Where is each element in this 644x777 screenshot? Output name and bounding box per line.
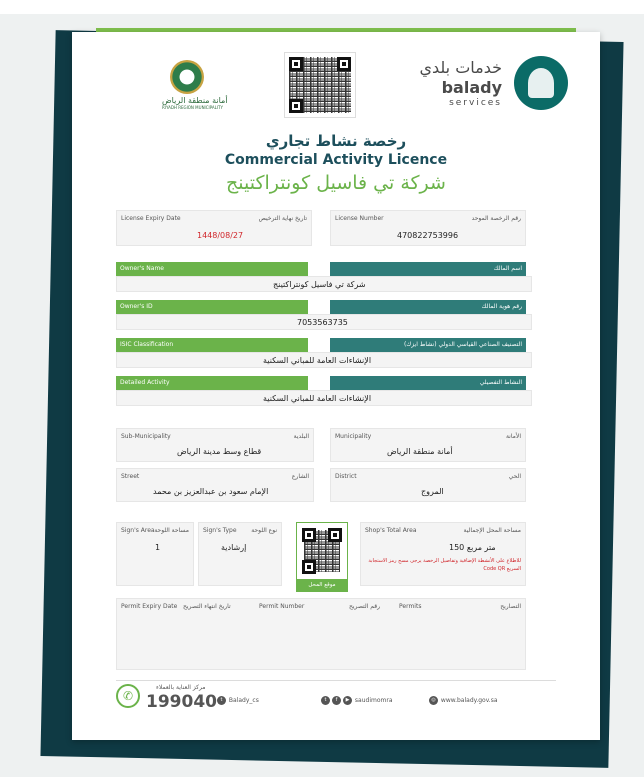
twitter-icon: t — [217, 696, 226, 705]
signs-type-value: إرشادية — [221, 543, 247, 552]
permits-col-number-ar: رقم التصريح — [349, 603, 381, 610]
permits-col-expiry-ar: تاريخ انتهاء التصريح — [183, 603, 231, 610]
municipality-crest-icon — [170, 60, 204, 94]
owner-name-banner-en: Owner's Name — [116, 262, 308, 276]
owner-name-field — [116, 276, 532, 292]
license-number-label-en: License Number — [335, 215, 384, 222]
sub-municipality-box: Sub-Municipality البلدية قطاع وسط مدينة الرياض — [116, 428, 314, 462]
twitter-handle: Balady_cs — [228, 697, 259, 704]
district-value: المروج — [421, 487, 444, 496]
twitter-icon: t — [321, 696, 330, 705]
municipality-name-en: RIYADH REGION MUNICIPALITY — [162, 105, 223, 110]
footer-website[interactable] — [428, 696, 498, 705]
isic-banner-en: ISIC Classification — [116, 338, 308, 352]
isic-field — [116, 352, 532, 368]
owner-id-banner-ar: رقم هوية المالك — [330, 300, 526, 314]
company-name: شركة تي فاسيل كونتراكتينج — [226, 172, 446, 194]
shop-total-area-value: 150 متر مربع — [449, 543, 496, 552]
detailed-activity-value: الإنشاءات العامة للمباني السكنية — [263, 394, 372, 403]
permits-col-permits-ar: التصاريح — [500, 603, 521, 610]
license-expiry-value: 1448/08/27 — [197, 231, 244, 240]
shop-location-qr-code — [300, 526, 344, 576]
signs-area-box: Sign's Area مساحة اللوحة 1 — [116, 522, 194, 586]
license-number-value: 470822753996 — [397, 231, 459, 240]
facebook-icon: f — [332, 696, 341, 705]
top-qr-code — [284, 52, 356, 118]
permits-col-expiry-en: Permit Expiry Date — [121, 603, 178, 610]
street-value: الإمام سعود بن عبدالعزيز بن محمد — [153, 487, 269, 496]
social-handle: saudimomra — [354, 697, 393, 704]
permits-table — [116, 598, 526, 670]
owner-id-banner-en: Owner's ID — [116, 300, 308, 314]
detailed-activity-banner-en: Detailed Activity — [116, 376, 308, 390]
detailed-activity-banner-ar: النشاط التفصيلي — [330, 376, 526, 390]
balady-logo — [408, 56, 568, 116]
phone-icon: ✆ — [116, 684, 140, 708]
riyadh-municipality-logo — [162, 60, 228, 110]
owner-id-field — [116, 314, 532, 330]
isic-banner-ar: التصنيف الصناعي القياسي الدولي (نشاط ايزك) — [330, 338, 526, 352]
municipality-box: Municipality الأمانة أمانة منطقة الرياض — [330, 428, 526, 462]
license-expiry-label-ar: تاريخ نهاية الترخيص — [258, 215, 307, 222]
sub-municipality-value: قطاع وسط مدينة الرياض — [177, 447, 262, 456]
footer-social[interactable] — [320, 696, 393, 705]
footer-divider — [116, 680, 556, 681]
signs-type-box: Sign's Type نوع اللوحة إرشادية — [198, 522, 282, 586]
owner-id-value: 7053563735 — [297, 318, 348, 327]
license-expiry-label-en: License Expiry Date — [121, 215, 181, 222]
qr-scan-note: للاطلاع على الأنشطة الإضافية وتفاصيل الرخصة يرجى مسح رمز الاستجابة السريع Code QR — [368, 558, 521, 572]
globe-icon: ◎ — [429, 696, 438, 705]
palm-logo-icon — [514, 56, 568, 110]
footer-twitter[interactable] — [216, 696, 259, 705]
permits-col-permits-en: Permits — [399, 603, 422, 610]
municipality-name-ar: أمانة منطقة الرياض — [162, 96, 228, 105]
license-expiry-box — [116, 210, 312, 246]
website-url: www.balady.gov.sa — [440, 697, 498, 704]
background-top-stripe — [0, 0, 644, 14]
owner-name-banner-ar: اسم المالك — [330, 262, 526, 276]
district-box: District الحي المروج — [330, 468, 526, 502]
signs-area-value: 1 — [155, 543, 161, 552]
license-number-label-ar: رقم الرخصة الموحد — [471, 215, 521, 222]
balady-logo-ar: خدمات بلدي — [419, 58, 502, 77]
balady-logo-services: services — [449, 98, 502, 108]
youtube-icon: ▶ — [343, 696, 352, 705]
licence-document — [72, 32, 600, 740]
permits-col-number-en: Permit Number — [259, 603, 305, 610]
license-number-box — [330, 210, 526, 246]
owner-name-value: شركة تي فاسيل كونتراكتينج — [273, 280, 366, 289]
hotline-label: مركز العناية بالعملاء — [156, 684, 206, 691]
shop-total-area-box: Shop's Total Area مساحة المحل الإجمالية 150 متر مربع للاطلاع على الأنشطة الإضافية وتفاصيل الرخصة يرجى مسح رمز الاستجابة السريع Code QR — [360, 522, 526, 586]
shop-location-caption: موقع المحل — [297, 579, 347, 591]
hotline-number[interactable]: 199040 — [146, 692, 217, 712]
title-en: Commercial Activity Licence — [224, 152, 448, 168]
title-ar: رخصة نشاط تجاري — [265, 132, 407, 150]
balady-logo-en: balady — [441, 78, 502, 97]
isic-value: الإنشاءات العامة للمباني السكنية — [263, 356, 372, 365]
municipality-value: أمانة منطقة الرياض — [387, 447, 453, 456]
shop-location-qr[interactable] — [296, 522, 348, 592]
detailed-activity-field — [116, 390, 532, 406]
street-box: Street الشارع الإمام سعود بن عبدالعزيز بن محمد — [116, 468, 314, 502]
